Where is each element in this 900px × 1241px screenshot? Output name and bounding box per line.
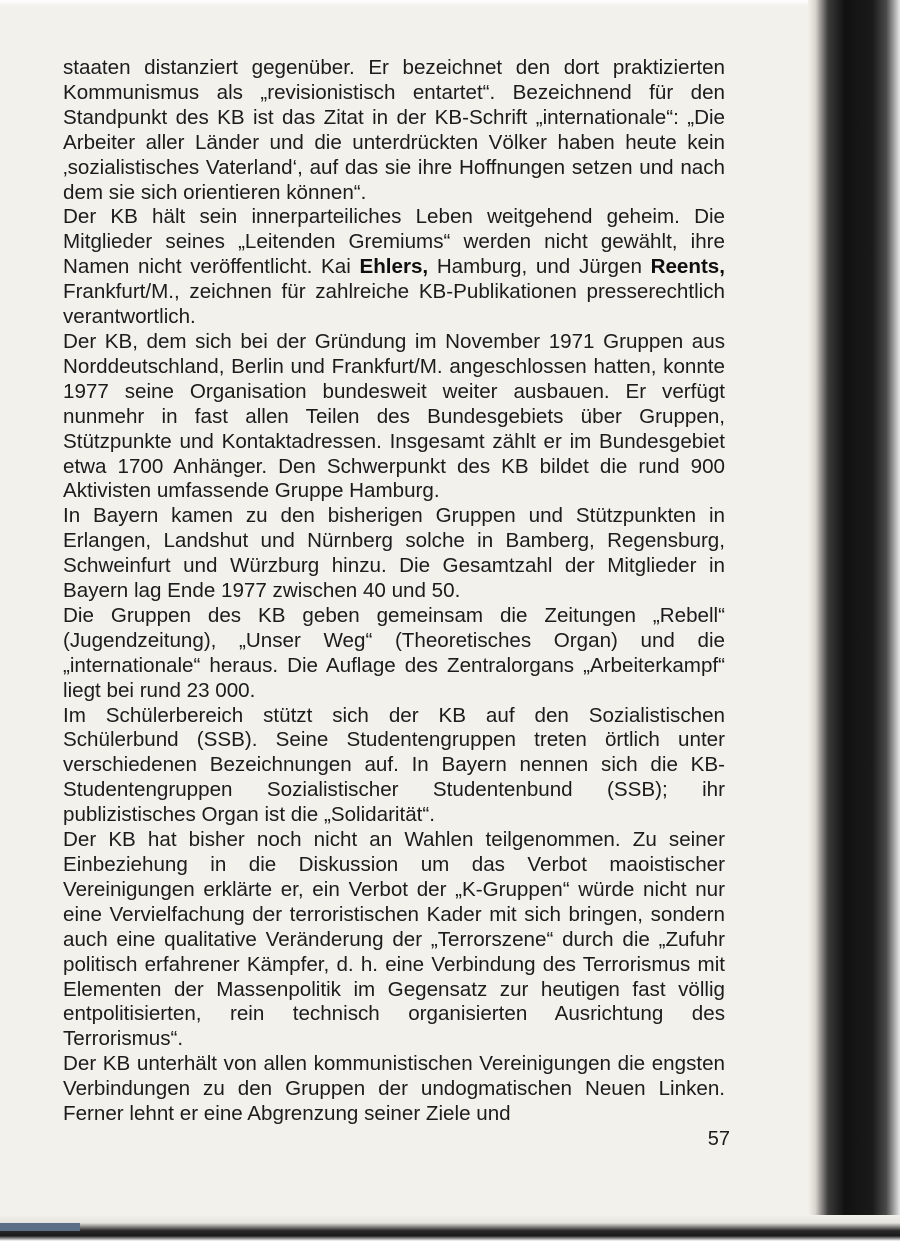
paragraph <box>63 205 725 330</box>
paragraph <box>63 56 725 205</box>
book-binding-shadow <box>808 0 900 1241</box>
text-segment: Frankfurt/M., zeichnen für zahlreiche KB-Publikationen presserechtlich verantwortlich. <box>63 280 725 329</box>
paragraph <box>63 330 725 504</box>
text-segment: Die Gruppen des KB geben gemeinsam die Zeitungen „Rebell“ (Jugendzeitung), „Unser Weg“ (Theoretisches Organ) und die „internationale“ heraus. Die Auflage des Zentralorgans „Arbeiterkampf“ liegt bei rund 23 000. <box>63 603 725 702</box>
bold-name: Ehlers, <box>359 255 429 279</box>
bold-name: Reents, <box>650 255 725 279</box>
text-segment: Im Schülerbereich stützt sich der KB auf den Sozialistischen Schülerbund (SSB). Seine Studentengruppen treten örtlich unter verschiedenen Bezeichnungen auf. In Bayern nennen sich die KB-Studentengruppen Sozialistischer Studentenbund (SSB); ihr publizistisches Organ ist die „Solidarität“. <box>63 703 725 827</box>
text-segment: In Bayern kamen zu den bisherigen Gruppen und Stützpunkten in Erlangen, Landshut und Nürnberg solche in Bamberg, Regensburg, Schweinfurt und Würzburg hinzu. Die Gesamtzahl der Mitglieder in Bayern lag Ende 1977 zwischen 40 und 50. <box>63 504 725 603</box>
paragraph <box>63 1052 725 1127</box>
page-top-edge <box>0 0 820 6</box>
text-segment: Hamburg, und Jürgen <box>428 255 651 279</box>
text-segment: staaten distanziert gegenüber. Er bezeichnet den dort praktizierten Kommunismus als „revisionistisch entartet“. Bezeichnend für den Standpunkt des KB ist das Zitat in der KB-Schrift „internationale“: „Die Arbeiter aller Länder und die unterdrückten Völker haben heute kein ‚sozialistisches Vaterland‘, auf das sie ihre Hoffnungen setzen und nach dem sie sich orientieren können“. <box>63 56 725 204</box>
paragraph <box>63 504 725 604</box>
text-segment: Der KB hat bisher noch nicht an Wahlen teilgenommen. Zu seiner Einbeziehung in die Diskussion um das Verbot maoistischer Vereinigungen erklärte er, ein Verbot der „K-Gruppen“ würde nicht nur eine Vervielfachung der terroristischen Kader mit sich bringen, sondern auch eine qualitative Veränderung der „Terrorszene“ durch die „Zufuhr politisch erfahrener Kämpfer, d. h. eine Verbindung des Terrorismus mit Elementen der Massenpolitik im Gegensatz zur heutigen fast völlig entpolitisierten, rein technisch organisierten Ausrichtung des Terrorismus“. <box>63 828 725 1051</box>
text-segment: Der KB unterhält von allen kommunistischen Vereinigungen die engsten Verbindungen zu den Gruppen der undogmatischen Neuen Linken. Ferner lehnt er eine Abgrenzung seiner Ziele und <box>63 1052 725 1126</box>
page-bottom-edge <box>0 1215 900 1241</box>
page-number: 57 <box>707 1128 730 1150</box>
text-segment: Der KB, dem sich bei der Gründung im November 1971 Gruppen aus Norddeutschland, Berlin und Frankfurt/M. angeschlossen hatten, konnte 1977 seine Organisation bundesweit weiter ausbauen. Er verfügt nunmehr in fast allen Teilen des Bundesgebiets über Gruppen, Stützpunkte und Kontaktadressen. Insgesamt zählt er im Bundesgebiet etwa 1700 Anhänger. Den Schwerpunkt des KB bildet die rund 900 Aktivisten umfassende Gruppe Hamburg. <box>63 329 725 503</box>
body-text <box>63 56 725 1127</box>
paragraph <box>63 704 725 829</box>
scan-edge-mark <box>0 1223 80 1231</box>
text-segment: Der KB hält sein innerparteiliches Leben weitgehend geheim. Die Mitglieder seines „Leitenden Gremiums“ werden nicht gewählt, ihre Namen nicht veröffentlicht. Kai <box>63 205 725 279</box>
paragraph <box>63 828 725 1052</box>
paragraph <box>63 604 725 704</box>
